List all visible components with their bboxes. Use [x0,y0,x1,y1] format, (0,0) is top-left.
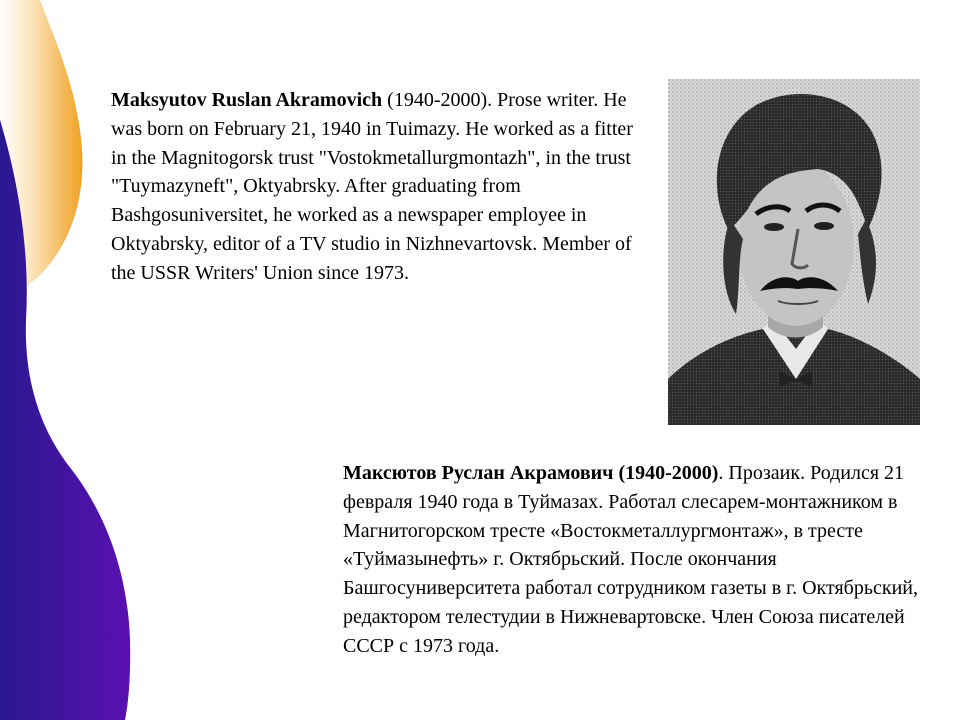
russian-name: Максютов Руслан Акрамович (1940-2000) [343,462,719,484]
russian-body: . Прозаик. Родился 21 февраля 1940 года в Туймазах. Работал слесарем-монтажником в Магнитогорском тресте «Востокметаллургмонтаж», в тресте «Туймазынефть» г. Октябрьский. После окончания Башгосуниверситета работал сотрудником газеты в г. Октябрьский, редактором телестудии в Нижневартовске. Член Союза писателей СССР с 1973 года. [343,462,918,657]
english-biography [111,86,646,288]
english-body: (1940-2000). Prose writer. He was born on February 21, 1940 in Tuimazy. He worked as a fitter in the Magnitogorsk trust "Vostokmetallurgmontazh", in the trust "Tuymazyneft", Oktyabrsky. After graduating from Bashgosuniversitet, he worked as a newspaper employee in Oktyabrsky, editor of a TV studio in Nizhnevartovsk. Member of the USSR Writers' Union since 1973. [111,89,633,284]
english-name: Maksyutov Ruslan Akramovich [111,89,383,111]
russian-biography [343,459,948,661]
portrait-image [668,79,920,425]
